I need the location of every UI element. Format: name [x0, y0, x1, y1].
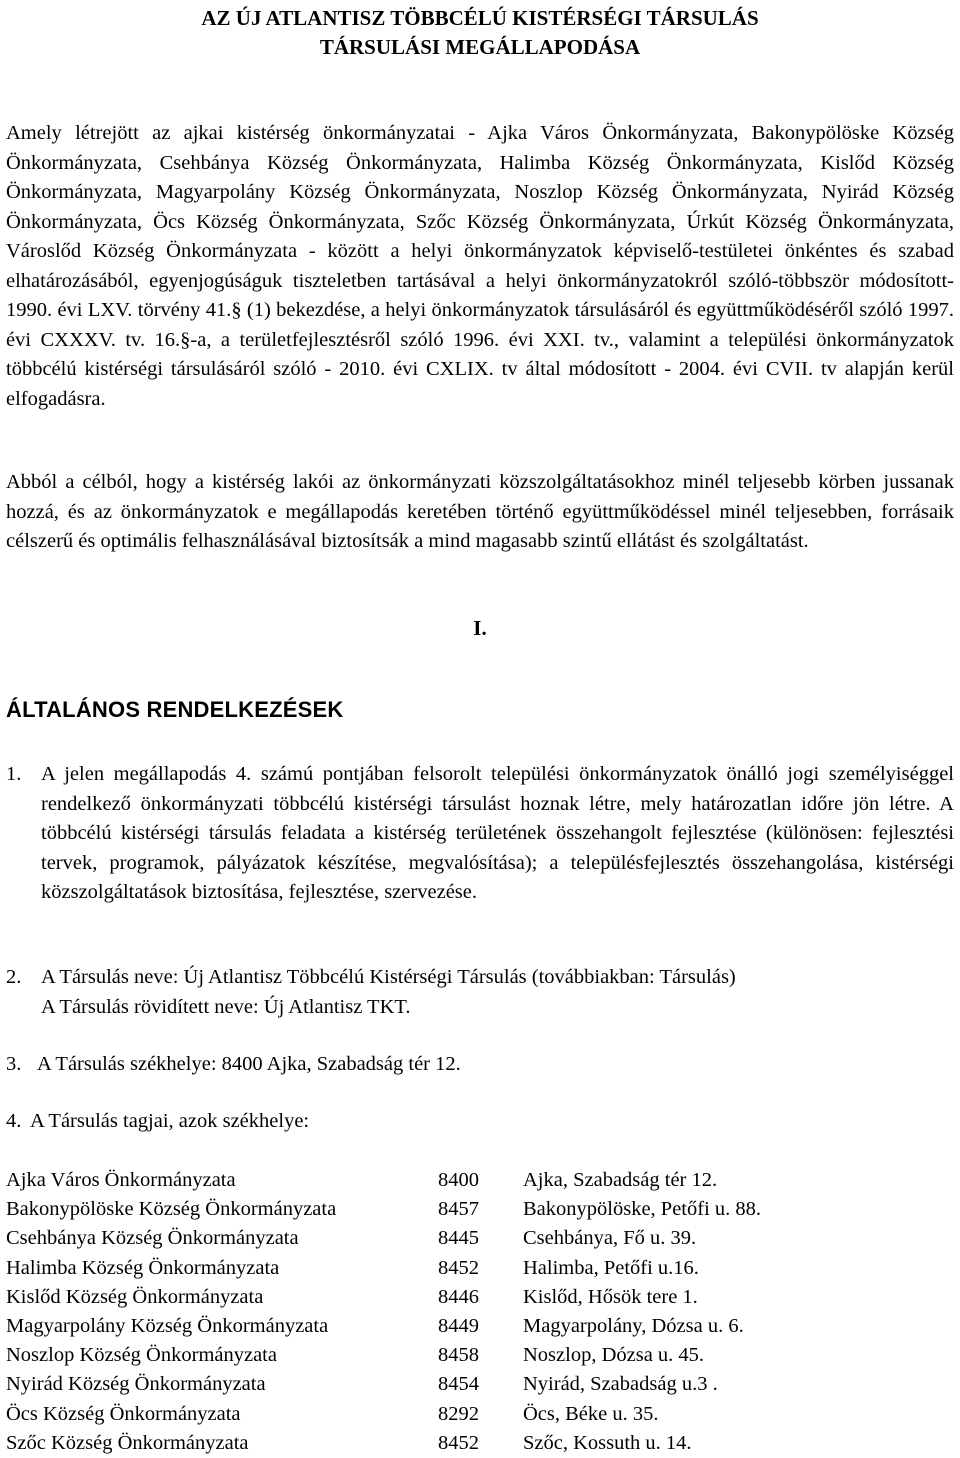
member-zip: 8292 [438, 1402, 479, 1425]
list-item-text: A Társulás tagjai, azok székhelye: [30, 1110, 310, 1132]
member-zip: 8452 [438, 1431, 479, 1454]
member-name: Csehbánya Község Önkormányzata [6, 1227, 299, 1250]
table-row [6, 1195, 954, 1224]
document-title-line-2: TÁRSULÁSI MEGÁLLAPODÁSA [319, 35, 641, 59]
list-item-4 [6, 1107, 954, 1137]
member-address: Nyirád, Szabadság u.3 . [523, 1373, 718, 1396]
table-row [6, 1312, 954, 1341]
section-heading: ÁLTALÁNOS RENDELKEZÉSEK [6, 697, 344, 722]
list-item-3 [6, 1050, 954, 1080]
table-row [6, 1283, 954, 1312]
table-row [6, 1254, 954, 1283]
member-address: Kislőd, Hősök tere 1. [523, 1285, 698, 1308]
list-item-number: 1. [6, 763, 22, 785]
member-address: Bakonypölöske, Petőfi u. 88. [523, 1198, 762, 1221]
member-name: Noszlop Község Önkormányzata [6, 1344, 277, 1367]
list-item-number: 3. [6, 1053, 22, 1075]
member-name: Halimba Község Önkormányzata [6, 1256, 280, 1279]
member-address: Halimba, Petőfi u.16. [523, 1256, 699, 1279]
table-row [6, 1341, 954, 1370]
list-item-text: A Társulás neve: Új Atlantisz Többcélú Kistérségi Társulás (továbbiakban: Társulás) [41, 966, 736, 988]
member-name: Ajka Város Önkormányzata [6, 1169, 236, 1191]
section-number: I. [473, 616, 487, 640]
member-name: Szőc Község Önkormányzata [6, 1431, 249, 1454]
members-table [6, 1166, 954, 1458]
member-address: Ajka, Szabadság tér 12. [523, 1169, 718, 1191]
purpose-paragraph: Abból a célból, hogy a kistérség lakói az önkormányzati közszolgáltatásokhoz minél teljesebb körben jussanak hozzá, és az önkormányzatok e megállapodás keretében történő együttműködéssel minél teljesebben, forrásaik célszerű és optimális felhasználásával biztosítsák a mind magasabb szintű ellátást és szolgáltatást. [6, 471, 954, 552]
table-row [6, 1224, 954, 1253]
list-item-text: A Társulás székhelye: 8400 Ajka, Szabadság tér 12. [37, 1053, 461, 1075]
table-row [6, 1429, 954, 1458]
member-zip: 8449 [438, 1314, 479, 1337]
list-item-text: A jelen megállapodás 4. számú pontjában felsorolt települési önkormányzatok önálló jogi személyiséggel rendelkező önkormányzati többcélú kistérségi társulást hoznak létre, mely határozatlan időre jön létre. A többcélú kistérségi társulás feladata a kistérség területének összehangolt fejlesztése (különösen: fejlesztési tervek, programok, pályázatok készítése, megvalósítása); a településfejlesztés összehangolása, kistérségi közszolgáltatások biztosítása, fejlesztése, szervezése. [41, 763, 954, 903]
list-item-text-continued: A Társulás rövidített neve: Új Atlantisz TKT. [41, 995, 411, 1018]
member-name: Bakonypölöske Község Önkormányzata [6, 1198, 337, 1221]
member-zip: 8400 [438, 1169, 479, 1191]
table-row [6, 1400, 954, 1429]
member-zip: 8458 [438, 1344, 479, 1367]
table-row [6, 1370, 954, 1399]
list-item-2 [6, 963, 954, 1022]
document-title-line-1: AZ ÚJ ATLANTISZ TÖBBCÉLÚ KISTÉRSÉGI TÁRSULÁS [201, 6, 759, 30]
member-address: Öcs, Béke u. 35. [523, 1402, 659, 1425]
member-zip: 8445 [438, 1227, 479, 1250]
list-item-number: 4. [6, 1110, 22, 1132]
member-address: Szőc, Kossuth u. 14. [523, 1431, 692, 1454]
list-item-number: 2. [6, 966, 22, 988]
member-address: Noszlop, Dózsa u. 45. [523, 1344, 705, 1367]
member-zip: 8452 [438, 1256, 479, 1279]
member-zip: 8446 [438, 1285, 479, 1308]
member-name: Magyarpolány Község Önkormányzata [6, 1314, 329, 1337]
member-zip: 8454 [438, 1373, 479, 1396]
member-name: Öcs Község Önkormányzata [6, 1402, 241, 1425]
member-name: Kislőd Község Önkormányzata [6, 1285, 264, 1308]
intro-paragraph: Amely létrejött az ajkai kistérség önkormányzatai - Ajka Város Önkormányzata, Bakonypölöske Község Önkormányzata, Csehbánya Község Önkormányzata, Halimba Község Önkormányzata, Kislőd Község Önkormányzata, Magyarpolány Község Önkormányzata, Noszlop Község Önkormányzata, Nyirád Község Önkormányzata, Öcs Község Önkormányzata, Szőc Község Önkormányzata, Úrkút Község Önkormányzata, Városlőd Község Önkormányzata - között a helyi önkormányzatok képviselő-testületei önkéntes és szabad elhatározásából, egyenjogúságuk tiszteletben tartásával a helyi önkormányzatokról szóló-többször módosított- 1990. évi LXV. törvény 41.§ (1) bekezdése, a helyi önkormányzatok társulásáról és együttműködéséről szóló 1997. évi CXXXV. tv. 16.§-a, a területfejlesztésről szóló 1996. évi XXI. tv., valamint a települési önkormányzatok többcélú kistérségi társulásáról szóló - 2010. évi CXLIX. tv által módosított - 2004. évi CVII. tv alapján kerül elfogadásra. [6, 122, 954, 410]
list-item-1 [6, 760, 954, 908]
member-address: Magyarpolány, Dózsa u. 6. [523, 1314, 744, 1337]
member-address: Csehbánya, Fő u. 39. [523, 1227, 697, 1250]
table-row [6, 1166, 954, 1195]
member-zip: 8457 [438, 1198, 479, 1221]
member-name: Nyirád Község Önkormányzata [6, 1373, 266, 1396]
